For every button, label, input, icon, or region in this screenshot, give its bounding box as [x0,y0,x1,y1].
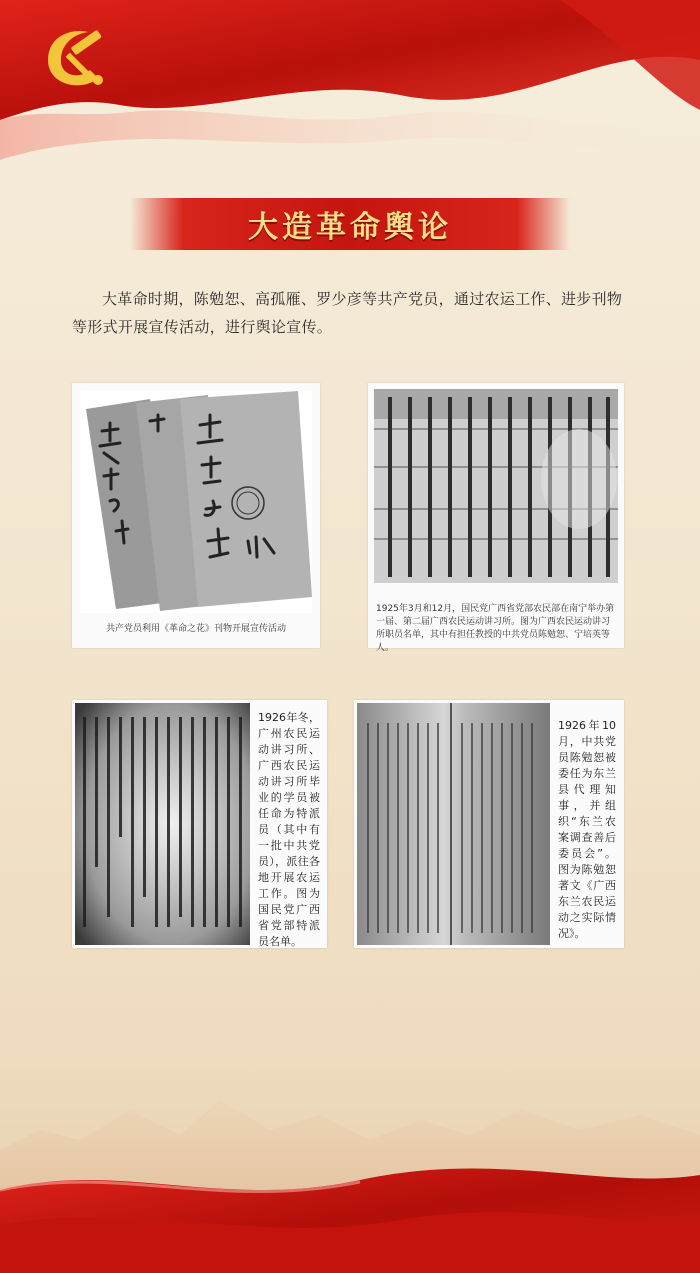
photo-caption: 1926年10月，中共党员陈勉恕被委任为东兰县代理知事，并组织“东兰农案调查善后委员会”。图为陈勉恕著文《广西东兰农民运动之实际情况》。 [558,719,616,940]
magazine-photo [80,391,312,613]
photo-card-staff-list [368,383,624,653]
photo-card-commissioner-list [72,700,327,948]
top-ribbon-banner [0,0,700,175]
article-photo [357,703,550,945]
photo-caption: 共产党员利用《革命之花》刊物开展宣传活动 [105,624,286,634]
bottom-ribbon-banner [0,1040,700,1273]
photo-caption: 1925年3月和12月，国民党广西省党部农民部在南宁举办第一届、第二届广西农民运动讲习所。图为广西农民运动讲习所职员名单，其中有担任教授的中共党员陈勉恕、宁培英等人。 [376,604,615,653]
photo-card-magazine [72,383,320,648]
commissioner-list-photo [75,703,250,945]
intro-paragraph: 大革命时期，陈勉恕、高孤雁、罗少彦等共产党员，通过农运工作、进步刊物等形式开展宣传活动，进行舆论宣传。 [72,290,623,336]
staff-list-photo [374,389,618,583]
section-title-banner [130,198,570,250]
photo-card-article [354,700,624,948]
page-title: 大造革命舆论 [248,210,452,245]
photo-caption: 1926年冬，广州农民运动讲习所、广西农民运动讲习所毕业的学员被任命为特派员（其中有一批中共党员），派往各地开展农运工作。图为国民党广西省党部特派员名单。 [258,711,320,948]
party-emblem-icon [28,20,123,90]
